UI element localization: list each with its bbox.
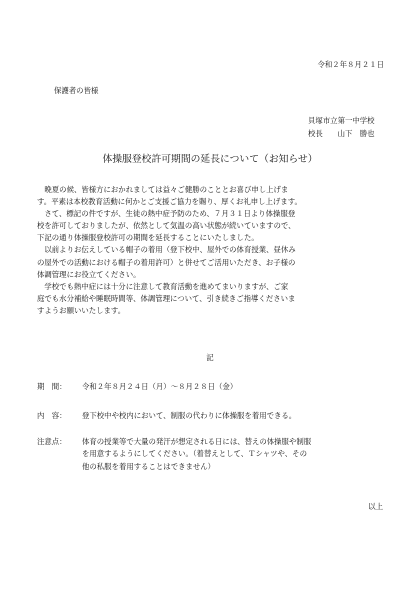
body-line: すようお願いいたします。 [37, 305, 126, 315]
notes-item [37, 436, 389, 473]
notes-line: 体育の授業等で大量の発汗が想定される日には、替えの体操服や制服 [82, 437, 312, 446]
content-text: 登下校中や校内において、制服の代わりに体操服を着用できる。 [82, 411, 297, 420]
period-text: 令和２年８月２４日（月）～８月２８日（金） [82, 382, 238, 391]
closing-text: 以上 [368, 502, 383, 511]
notes-line: を用意するようにしてください。（着替えとして、Ｔシャツや、その [82, 449, 307, 459]
body-line: す。平素は本校教育活動に何かとご支援ご協力を賜り、厚くお礼申し上げます。 [37, 197, 302, 207]
period-label: 期 間： [37, 382, 67, 391]
signer-name: 校長 山下 勝也 [308, 129, 375, 138]
content-item [37, 410, 389, 422]
document-date: 令和２年８月２１日 [317, 60, 384, 69]
body-line: 庭でも水分補給や睡眠時間等、体調管理について、引き続きご指導くださいま [37, 293, 296, 303]
body-line: 晩夏の候、皆様方におかれましては益々ご健勝のこととお喜び申し上げま [37, 185, 289, 194]
body-line: 学校でも熱中症には十分に注意して教育活動を進めてまいりますが、ご家 [37, 281, 289, 291]
period-item [37, 381, 389, 393]
document-title: 体操服登校許可期間の延長について（お知らせ） [102, 154, 318, 165]
body-text [37, 184, 389, 317]
body-line: の屋外での活動における帽子の着用許可）と併せてご活用いただき、お子様の [37, 257, 296, 267]
notes-label: 注意点： [37, 437, 67, 446]
body-line: 体調管理にお役立てください。 [37, 269, 141, 279]
body-line: 下記の通り体操服登校許可の期間を延長することにいたしました。 [37, 233, 259, 243]
school-name: 貝塚市立第一中学校 [308, 116, 375, 125]
notes-line: 他の私服を着用することはできません） [82, 461, 216, 471]
body-line: 以前よりお伝えしている帽子の着用（登下校中、屋外での体育授業、昼休み [37, 245, 296, 255]
body-line: 校を許可しておりましたが、依然として気温の高い状態が続いていますので、 [37, 221, 296, 231]
ki-heading: 記 [206, 353, 214, 362]
recipient: 保護者の皆様 [54, 86, 99, 95]
body-line: さて、標記の件ですが、生徒の熱中症予防のため、７月３１日より体操服登 [37, 209, 296, 219]
content-label: 内 容： [37, 411, 67, 420]
